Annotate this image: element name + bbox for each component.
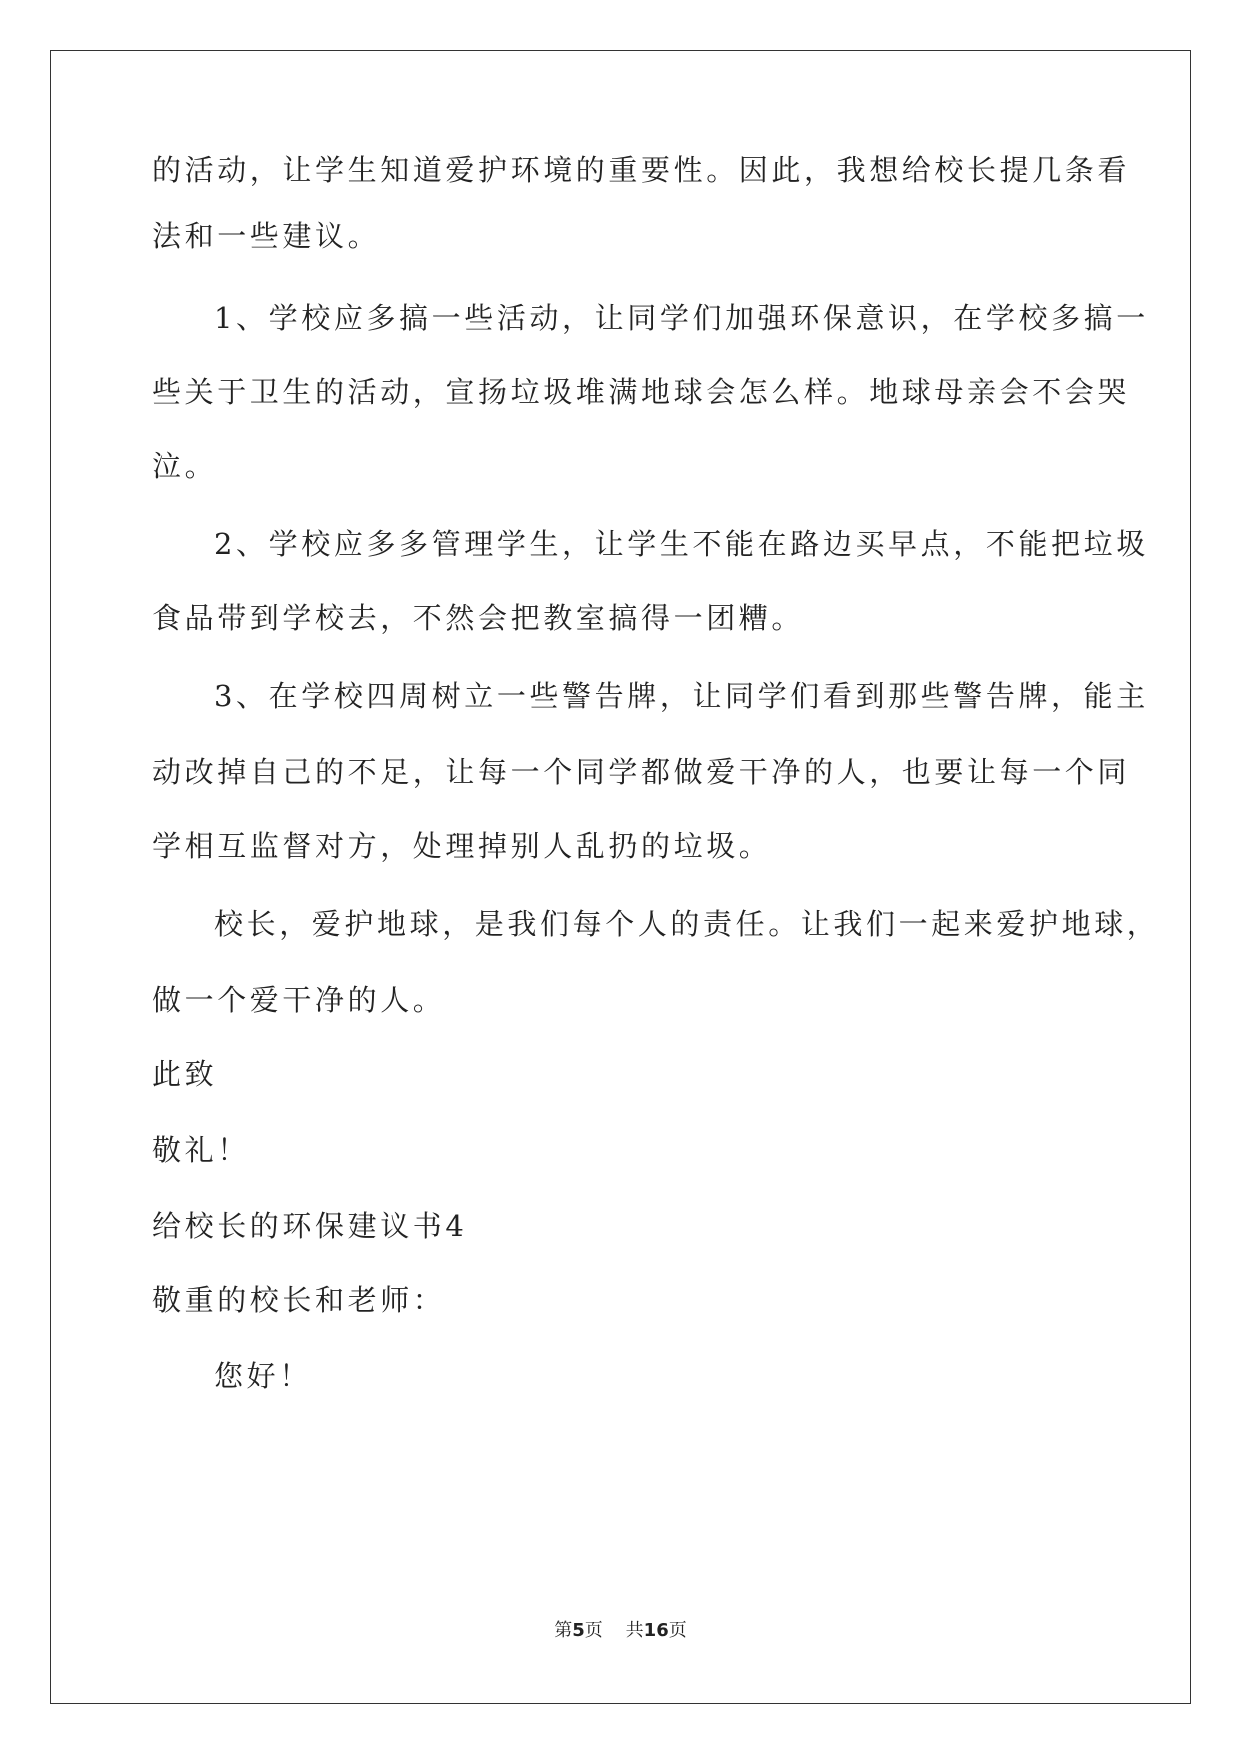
text-line: 泣。 [152,449,218,483]
text-line: 做一个爱干净的人。 [152,983,446,1017]
text-line: 的活动，让学生知道爱护环境的重要性。因此，我想给校长提几条看 [152,153,1131,187]
text-line: 食品带到学校去，不然会把教室搞得一团糟。 [152,601,805,635]
salutation-close: 此致 [152,1057,218,1091]
list-item-1-line: 1、学校应多搞一些活动，让同学们加强环保意识，在学校多搞一 [214,301,1149,335]
salutation-regards: 敬礼！ [152,1133,250,1167]
text-line: 些关于卫生的活动，宣扬垃圾堆满地球会怎么样。地球母亲会不会哭 [152,375,1131,409]
closing-paragraph-line: 校长，爱护地球，是我们每个人的责任。让我们一起来爱护地球， [214,907,1160,941]
footer-total-pages: 16 [643,1620,669,1641]
list-item-3-line: 3、在学校四周树立一些警告牌，让同学们看到那些警告牌，能主 [214,679,1149,713]
text-line: 学相互监督对方，处理掉别人乱扔的垃圾。 [152,829,772,863]
section-title: 给校长的环保建议书4 [152,1209,468,1243]
greeting-recipient: 敬重的校长和老师： [152,1283,446,1317]
greeting: 您好！ [214,1359,312,1393]
footer-total-suffix: 页 [668,1620,687,1641]
text-line: 动改掉自己的不足，让每一个同学都做爱干净的人，也要让每一个同 [152,755,1131,789]
list-item-2-line: 2、学校应多多管理学生，让学生不能在路边买早点，不能把垃圾 [214,527,1149,561]
footer-page-number: 5 [572,1620,585,1641]
footer-total-prefix: 共 [625,1620,644,1641]
text-line: 法和一些建议。 [152,219,381,253]
footer-page-suffix: 页 [584,1620,603,1641]
footer-prefix: 第 [554,1620,573,1641]
page-footer [0,1620,1241,1642]
